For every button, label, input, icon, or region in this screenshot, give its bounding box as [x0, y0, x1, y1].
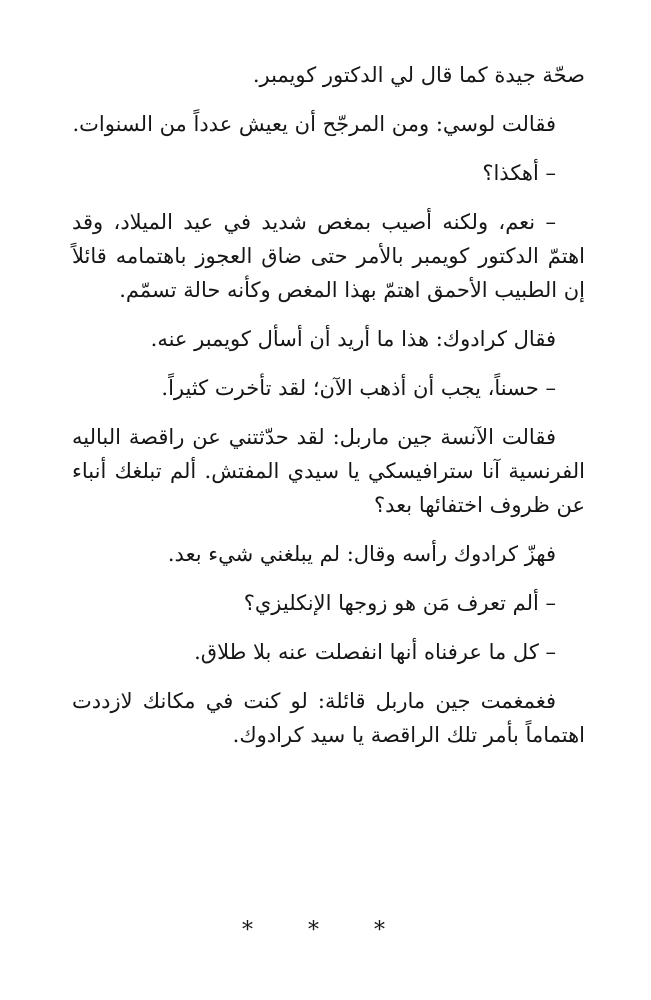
paragraph-8: فهزّ كرادوك رأسه وقال: لم يبلغني شيء بعد. — [167, 542, 556, 566]
paragraph-9: – ألم تعرف مَن هو زوجها الإنكليزي؟ — [243, 591, 556, 615]
section-separator: * * * — [242, 918, 409, 943]
page-text — [72, 58, 585, 767]
paragraph-3: – أهكذا؟ — [482, 161, 556, 185]
paragraph-6: – حسناً، يجب أن أذهب الآن؛ لقد تأخرت كثيراً. — [161, 376, 556, 400]
paragraph-10: – كل ما عرفناه أنها انفصلت عنه بلا طلاق. — [194, 640, 556, 664]
paragraph-5: فقال كرادوك: هذا ما أريد أن أسأل كويمبر عنه. — [150, 327, 556, 351]
paragraph-11: فغمغمت جين ماربل قائلة: لو كنت في مكانك لازددت اهتماماً بأمر تلك الراقصة يا سيد كرادوك. — [72, 689, 585, 747]
paragraph-4: – نعم، ولكنه أصيب بمغص شديد في عيد الميلاد، وقد اهتمّ الدكتور كويمبر بالأمر حتى ضاق العجوز باهتمامه قائلاً إن الطبيب الأحمق اهتمّ بهذا المغص وكأنه حالة تسمّم. — [72, 210, 585, 302]
paragraph-1: صحّة جيدة كما قال لي الدكتور كويمبر. — [252, 63, 585, 87]
paragraph-7: فقالت الآنسة جين ماربل: لقد حدّثتني عن راقصة الباليه الفرنسية آنا سترافيسكي يا سيدي المفتش. ألم تبلغك أنباء عن ظروف اختفائها بعد؟ — [72, 425, 585, 517]
paragraph-2: فقالت لوسي: ومن المرجّح أن يعيش عدداً من السنوات. — [72, 112, 556, 136]
